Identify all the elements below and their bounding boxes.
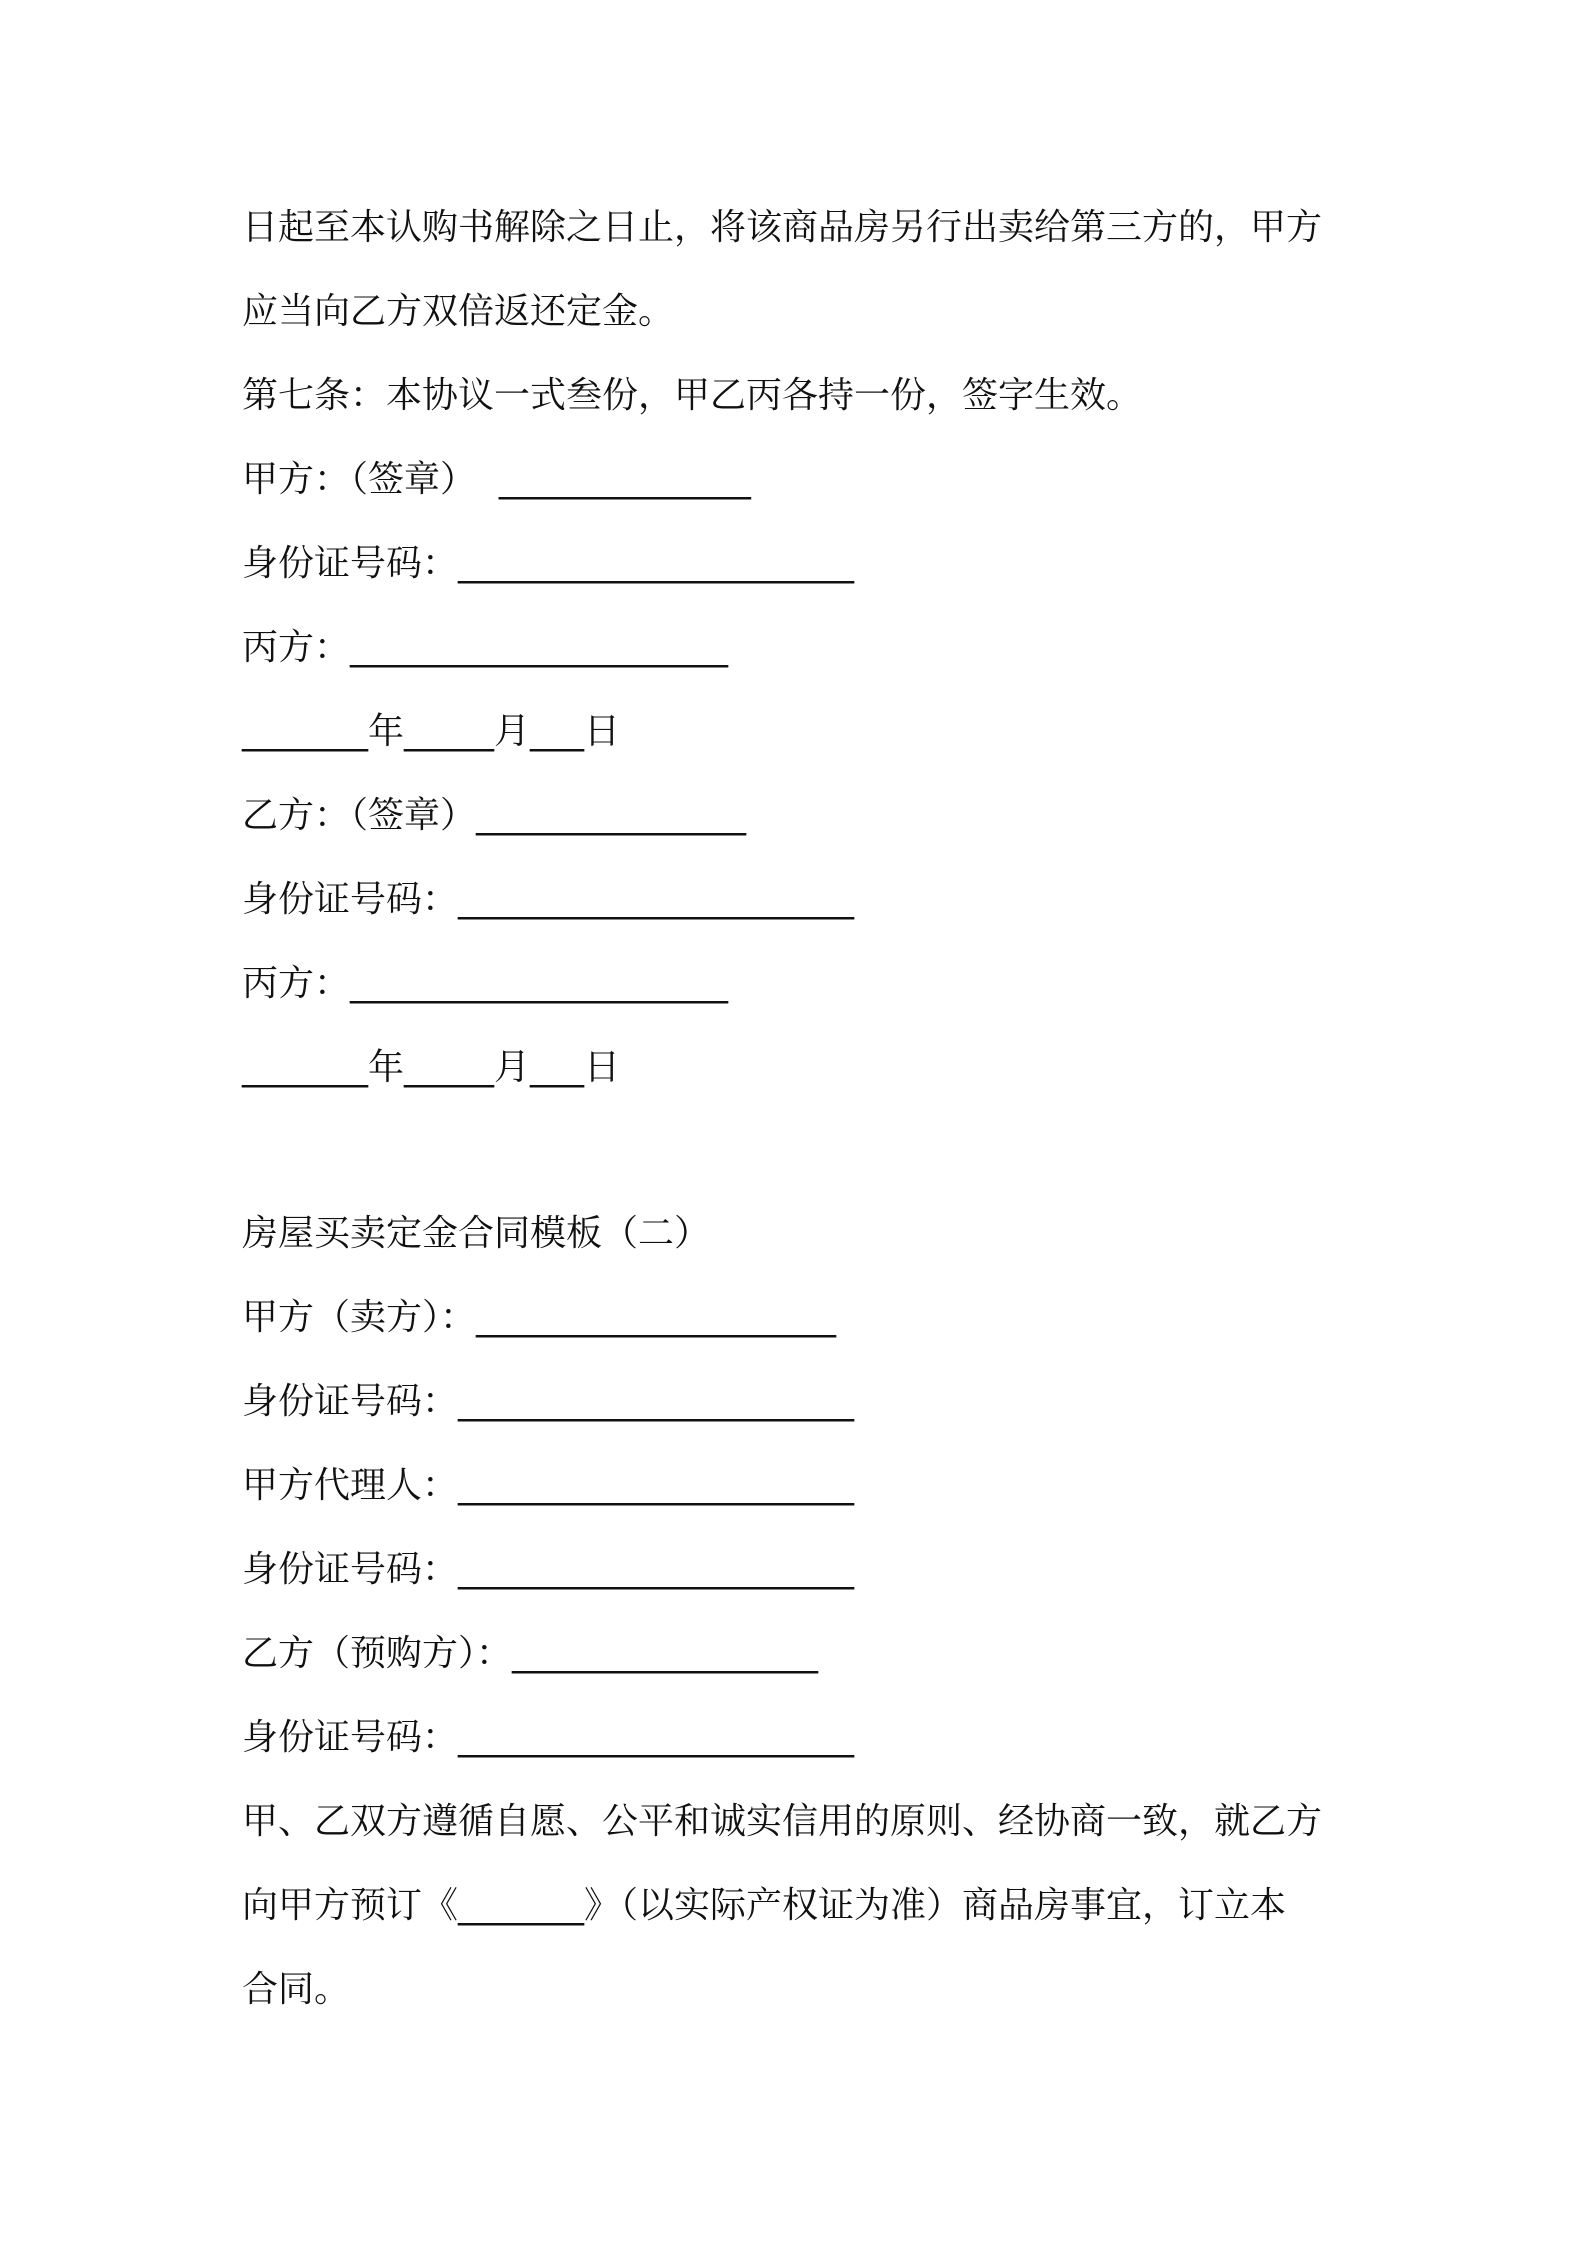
seller-id-line: 身份证号码：______________________ [242,1381,855,1422]
party-a-signature-line: 甲方：（签章） ______________ [242,459,751,500]
party-c-line: 丙方：_____________________ [242,963,729,1004]
buyer-line: 乙方（预购方）：_________________ [242,1633,819,1674]
party-c-line: 丙方：_____________________ [242,627,729,668]
paragraph-line: 向甲方预订《_______》（以实际产权证为准）商品房事宜，订立本 [242,1885,1287,1926]
paragraph-line: 合同。 [242,1969,351,2010]
article-7-line: 第七条：本协议一式叁份，甲乙丙各持一份，签字生效。 [242,375,1143,416]
date-line: _______年_____月___日 [242,1047,620,1088]
section-title: 房屋买卖定金合同模板（二） [242,1213,711,1254]
seller-agent-id-line: 身份证号码：______________________ [242,1549,855,1590]
buyer-id-line: 身份证号码：______________________ [242,1717,855,1758]
text-line: 应当向乙方双倍返还定金。 [242,291,675,332]
party-a-id-line: 身份证号码：______________________ [242,543,855,584]
paragraph-line: 甲、乙双方遵循自愿、公平和诚实信用的原则、经协商一致，就乙方 [242,1801,1323,1842]
text-line: 日起至本认购书解除之日止，将该商品房另行出卖给第三方的，甲方 [242,207,1323,248]
date-line: _______年_____月___日 [242,711,620,752]
seller-line: 甲方（卖方）：____________________ [242,1297,837,1338]
party-b-signature-line: 乙方：（签章）_______________ [242,795,747,836]
party-b-id-line: 身份证号码：______________________ [242,879,855,920]
seller-agent-line: 甲方代理人：______________________ [242,1465,855,1506]
